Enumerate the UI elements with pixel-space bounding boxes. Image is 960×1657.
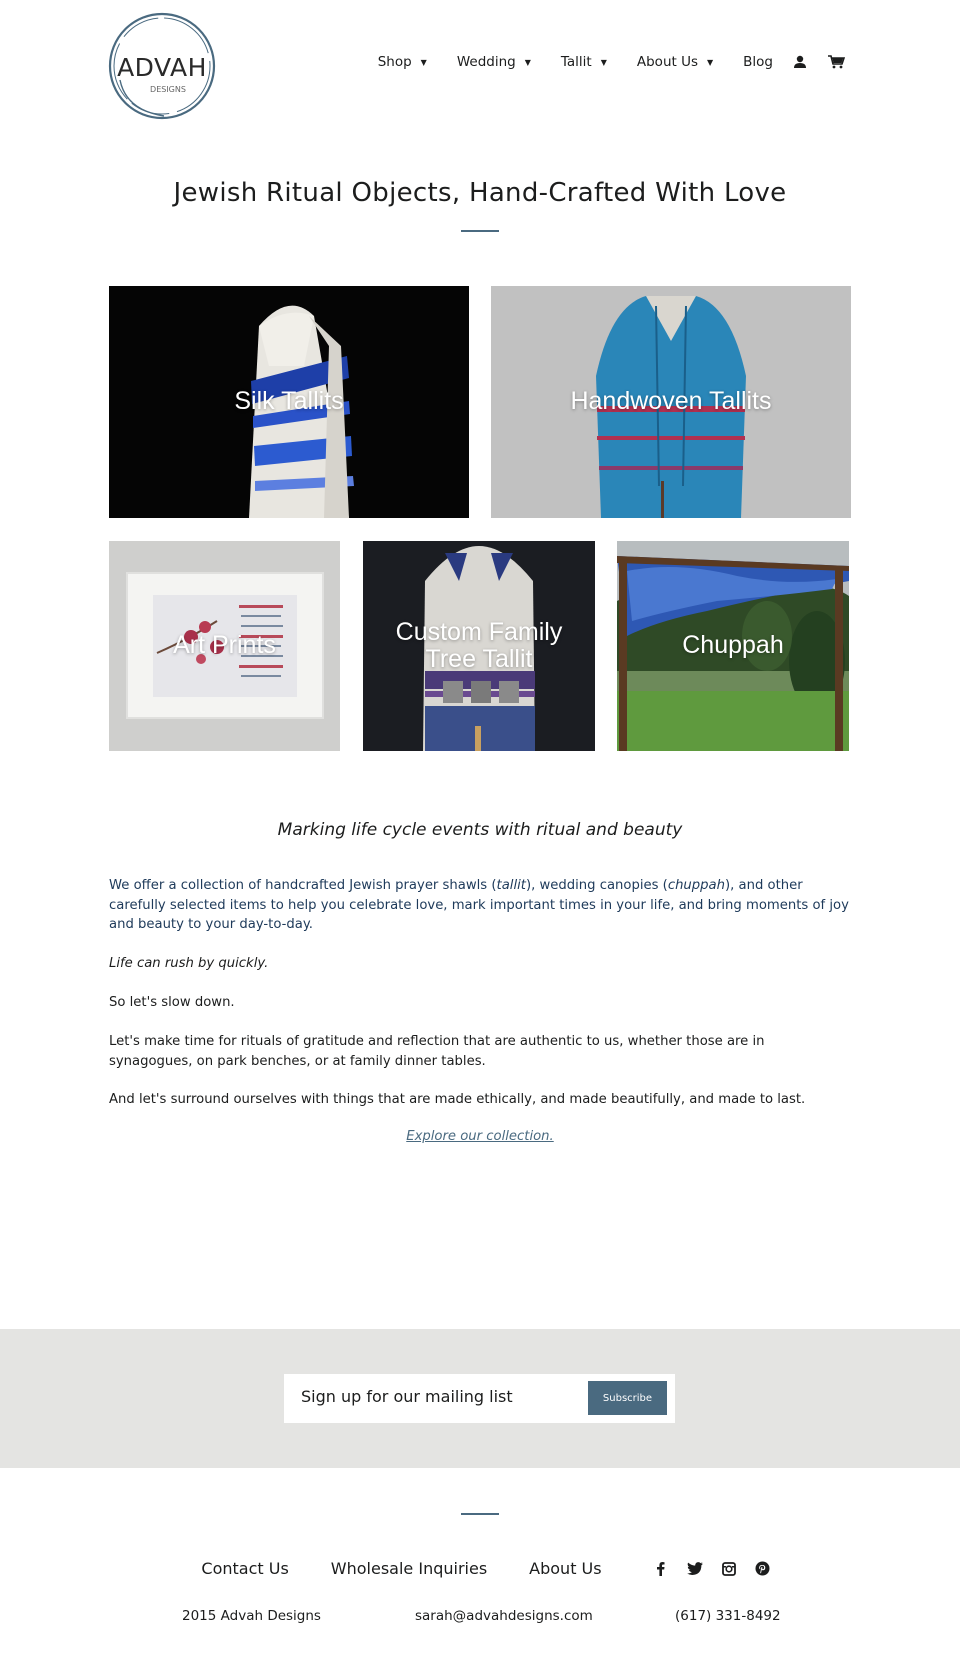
collection-tile-custom-family-tree-tallit[interactable] [363,541,595,751]
collection-tile-silk-tallits[interactable] [109,286,469,518]
site-header [0,0,960,130]
caret-down-icon: ▼ [600,57,607,67]
caret-down-icon: ▼ [707,57,714,67]
page-title: Jewish Ritual Objects, Hand-Crafted With Love [173,178,787,208]
main-nav [348,54,845,70]
collection-tile-handwoven-tallits[interactable] [491,286,851,518]
logo-brand: ADVAH [117,53,207,82]
collection-tile-art-prints[interactable] [109,541,340,751]
logo-sub: DESIGNS [150,85,186,94]
account-icon[interactable] [791,54,809,70]
facebook-icon[interactable] [653,1561,669,1577]
footer-divider [461,1513,499,1515]
footer-email[interactable]: sarah@advahdesigns.com [415,1608,593,1624]
nav-item-shop[interactable] [378,54,427,70]
cart-icon[interactable] [827,54,845,70]
caret-down-icon: ▼ [420,57,427,67]
tile-label: Chuppah [682,631,784,660]
intro-text-3: ), and other carefully selected items to help you celebrate love, mark important times in your life, and bring moments of joy and beauty to your day-to-day. [109,878,849,932]
paragraph-rush: Life can rush by quickly. [109,956,269,971]
nav-label: About Us [636,54,698,70]
paragraph-surround: And let's surround ourselves with things that are made ethically, and made beautifully, and made to last. [109,1092,806,1107]
nav-item-wedding[interactable] [457,54,531,70]
nav-label: Tallit [560,54,592,70]
footer-phone: (617) 331-8492 [675,1608,781,1624]
pinterest-icon[interactable] [755,1561,771,1577]
newsletter-label: Sign up for our mailing list [301,1387,513,1406]
nav-label: Shop [377,54,412,70]
twitter-icon[interactable] [687,1561,703,1577]
tagline: Marking life cycle events with ritual and beauty [277,820,683,840]
explore-collection-link[interactable]: Explore our collection. [406,1129,554,1144]
newsletter-section [0,1329,960,1468]
footer-link-contact-us[interactable]: Contact Us [201,1559,289,1578]
caret-down-icon: ▼ [524,57,531,67]
intro-text-1: We offer a collection of handcrafted Jewish prayer shawls ( [109,878,497,893]
nav-item-about-us[interactable] [637,54,713,70]
nav-item-blog[interactable] [743,54,773,70]
intro-tallit: tallit [496,878,526,893]
intro-chuppah: chuppah [667,878,725,893]
intro-paragraph [109,876,851,935]
footer-link-wholesale-inquiries[interactable]: Wholesale Inquiries [330,1559,488,1578]
tile-label: Art Prints [173,631,276,660]
subscribe-button[interactable]: Subscribe [588,1381,667,1415]
nav-label: Blog [743,54,773,70]
advah-logo[interactable] [106,10,218,122]
instagram-icon[interactable] [721,1561,737,1577]
social-links [644,1561,780,1577]
paragraph-slow-down: So let's slow down. [109,995,235,1010]
intro-text-2: ), wedding canopies ( [525,878,668,893]
paragraph-rituals: Let's make time for rituals of gratitude and reflection that are authentic to us, whether those are in synagogues, on park benches, or at family dinner tables. [109,1034,765,1069]
logo-graphic [106,10,218,122]
newsletter-box [284,1374,675,1423]
footer-copyright: 2015 Advah Designs [182,1608,321,1624]
footer-nav [0,1559,960,1578]
explore-wrapper [0,1129,960,1144]
nav-label: Wedding [456,54,516,70]
nav-item-tallit[interactable] [561,54,607,70]
footer-link-about-us[interactable]: About Us [529,1559,602,1578]
collection-tile-chuppah[interactable] [617,541,849,751]
title-divider [461,230,499,232]
tile-label: Custom Family Tree Tallit [395,617,563,673]
tile-label: Silk Tallits [234,387,344,416]
tile-label: Handwoven Tallits [570,387,772,416]
